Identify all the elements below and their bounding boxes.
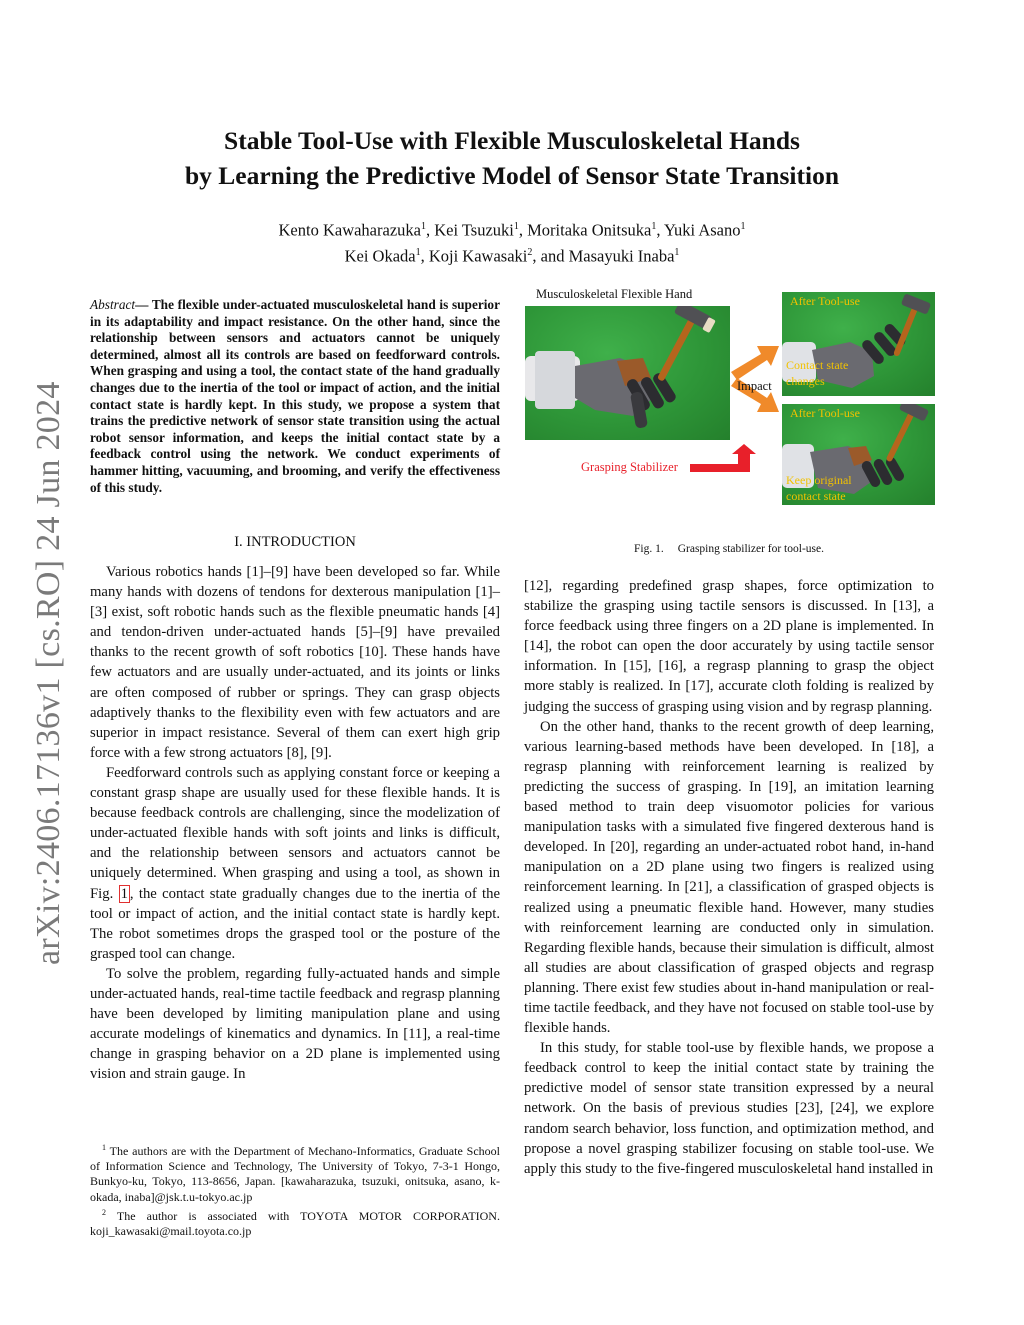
hand-photo-stabilized bbox=[782, 404, 935, 505]
caption-contact-changes-2: changes bbox=[786, 374, 825, 388]
author-name: Koji Kawasaki bbox=[428, 246, 528, 265]
author-list bbox=[180, 216, 844, 267]
right-column-body bbox=[524, 576, 934, 1179]
caption-contact-changes-1: Contact state bbox=[786, 358, 849, 372]
paper-title bbox=[100, 123, 924, 193]
caption-after-tool-use-top: After Tool-use bbox=[790, 294, 860, 308]
author-name: Kento Kawaharazuka bbox=[278, 220, 421, 240]
affiliation-mark: 1 bbox=[740, 221, 746, 232]
abstract-label: Abstract bbox=[90, 297, 136, 312]
impact-label: Impact bbox=[737, 379, 772, 393]
title-line-2: by Learning the Predictive Model of Sensor State Transition bbox=[184, 161, 839, 190]
author-line-2: Kei Okada$^1$, Koji Kawasaki$^2$, and Masayuki Inaba$^1$ bbox=[344, 246, 680, 265]
left-column-body bbox=[90, 562, 500, 1084]
paragraph: [12], regarding predefined grasp shapes, force optimization to stabilize the grasping using tactile sensors is discussed. In [13], a force feedback using three fingers on a 2D plane is implemented. In [14], the robot can open the door accurately by using tactile sensor information. In [15], [16], a regrasp planning to grasp the object more stably is realized. In [17], accurate cloth folding is realized by judging the success of grasping using vision and by regrasp planning. bbox=[524, 578, 934, 715]
affiliation-mark: 1 bbox=[674, 246, 680, 258]
author-name: Moritaka Onitsuka bbox=[527, 220, 652, 240]
abstract-text: The flexible under-actuated musculoskeletal hand is superior in its adaptability and impact resistance. On the other hand, since the relationship between sensors and actuators cannot be uniquely determined, almost all its controls are based on feedforward controls. When grasping and using a tool, the contact state of the hand gradually changes due to the inertia of the tool or impact of action, and the initial contact state is hardly kept. In this study, we propose a system that trains the predictive network of sensor state transition using the actual robot sensor information, and keeps the initial contact state by a feedback control using the network. We conduct experiments of hammer hitting, vacuuming, and brooming, and verify the effectiveness of this study. bbox=[90, 297, 500, 495]
footnote: $^2$ The author is associated with TOYOTA MOTOR CORPORATION. koji_kawasaki@mail.toyota.co.jp bbox=[90, 1207, 500, 1239]
paragraph: Various robotics hands [1]–[9] have been developed so far. While many hands with dozens of tendons for dexterous manipulation [1]–[3] exist, soft robotic hands such as the flexible pneumatic hands [4] and tendon-driven under-actuated hands [5]–[9] have prevailed thanks to the recent growth of soft robotics [10]. These hands have few actuators and are usually under-actuated, and its joints or links are often composed of rubber or springs. They can grasp objects adaptively thanks to the flexibility even with few actuators and are superior in impact resistance. Several of them can exert high grip force with a few strong actuators [8], [9]. bbox=[90, 564, 500, 761]
figure-number: Fig. 1. bbox=[634, 543, 664, 555]
abstract-dash: — bbox=[135, 297, 149, 312]
affiliation-mark: 1 bbox=[420, 221, 426, 232]
affiliation-mark: 1 bbox=[415, 246, 421, 258]
author-line-1: Kento Kawaharazuka$^1$, Kei Tsuzuki$^1$, Moritaka Onitsuka$^1$, Yuki Asano$^1$ bbox=[278, 220, 746, 240]
affiliation-mark: 2 bbox=[527, 246, 533, 258]
paragraph: In this study, for stable tool-use by flexible hands, we propose a feedback control to keep the initial contact state by training the predictive model of sensor state transition expressed by a neural network. On the basis of previous studies [23], [24], we explore random search behavior, loss function, and optimization method, and propose a novel grasping stabilizer focusing on stable tool-use. We apply this study to the five-fingered musculoskeletal hand installed in bbox=[524, 1040, 934, 1177]
author-name: and Masayuki Inaba bbox=[540, 246, 675, 265]
hand-photo-main bbox=[525, 306, 730, 440]
grasping-stabilizer-label: Grasping Stabilizer bbox=[581, 460, 678, 474]
affiliation-mark: 1 bbox=[513, 221, 519, 232]
footnote: $^1$ The authors are with the Department of Mechano-Informatics, Graduate School of Information Science and Technology, The University of Tokyo, 7-3-1 Hongo, Bunkyo-ku, Tokyo, 113-8656, Japan. [kawaharazuka, tsuzuki, onitsuka, asano, k-okada, inaba]@jsk.t.u-tokyo.ac.jp bbox=[90, 1143, 500, 1204]
paragraph: On the other hand, thanks to the recent growth of deep learning, various learning-based methods have been developed. In [18], a regrasp planning with reinforcement learning is realized by predicting the success of grasping. In [19], an imitation learning based method to train deep visuomotor policies for various manipulation tasks with a simulated five fingered dexterous hand is developed. In [20], regarding an under-actuated robot hand, in-hand manipulation on a 2D plane using two fingers is realized using reinforcement learning. In [21], a classification of grasped objects is realized using a pneumatic flexible hand. However, many studies with reinforcement learning are conducted only in simulation. Regarding flexible hands, because their simulation is difficult, almost all studies are about classification of grasped objects and regrasp planning. There exist few studies about in-hand manipulation or real-time tactile feedback, and they have not focused on stable tool-use by flexible hands. bbox=[524, 718, 934, 1037]
caption-keep-contact-1: Keep original bbox=[786, 473, 852, 487]
figure-caption-text: Grasping stabilizer for tool-use. bbox=[677, 543, 824, 555]
title-line-1: Stable Tool-Use with Flexible Musculoskeletal Hands bbox=[224, 126, 800, 155]
figure-reference-link[interactable]: 1 bbox=[120, 885, 128, 902]
paragraph: Feedforward controls such as applying constant force or keeping a constant grasp shape are usually used for these flexible hands. It is because feedback controls are challenging, since the modelization of under-actuated flexible hands with soft joints and links is difficult, and the relationship between sensors and actuators cannot be uniquely determined. When grasping and using a tool, as shown in Fig. 1 , the contact state gradually changes due to the inertia of the tool or impact of action, and the initial contact state is hardly kept. The robot sometimes drops the grasped tool or the posture of the grasped tool can change. bbox=[90, 764, 501, 962]
caption-after-tool-use-bottom: After Tool-use bbox=[790, 406, 860, 420]
figure-1 bbox=[520, 284, 940, 524]
author-name: Kei Tsuzuki bbox=[434, 220, 514, 240]
author-name: Yuki Asano bbox=[663, 220, 741, 240]
affiliation-mark: 1 bbox=[651, 221, 657, 232]
figure-caption bbox=[524, 543, 934, 555]
robot-hand-illustration bbox=[525, 306, 730, 440]
stabilizer-arrow bbox=[688, 444, 768, 484]
arrow-right-up-icon bbox=[690, 444, 756, 472]
abstract bbox=[90, 297, 500, 496]
hand-photo-after-impact bbox=[782, 292, 935, 396]
footnotes bbox=[90, 1140, 500, 1239]
section-heading: I. INTRODUCTION bbox=[234, 534, 356, 550]
paragraph: To solve the problem, regarding fully-actuated hands and simple under-actuated hands, real-time tactile feedback and regrasp planning have been developed by limiting manipulation plane and using accurate modelings of kinematics and dynamics. In [11], a real-time change in grasping behavior on a 2D plane is implemented using vision and strain gauge. In bbox=[90, 965, 500, 1083]
figure-label-main: Musculoskeletal Flexible Hand bbox=[536, 287, 693, 301]
arrow-up-icon bbox=[731, 346, 779, 380]
author-name: Kei Okada bbox=[344, 246, 416, 265]
arxiv-identifier: arXiv:2406.17136v1 [cs.RO] 24 Jun 2024 bbox=[30, 381, 67, 965]
caption-keep-contact-2: contact state bbox=[786, 489, 846, 503]
